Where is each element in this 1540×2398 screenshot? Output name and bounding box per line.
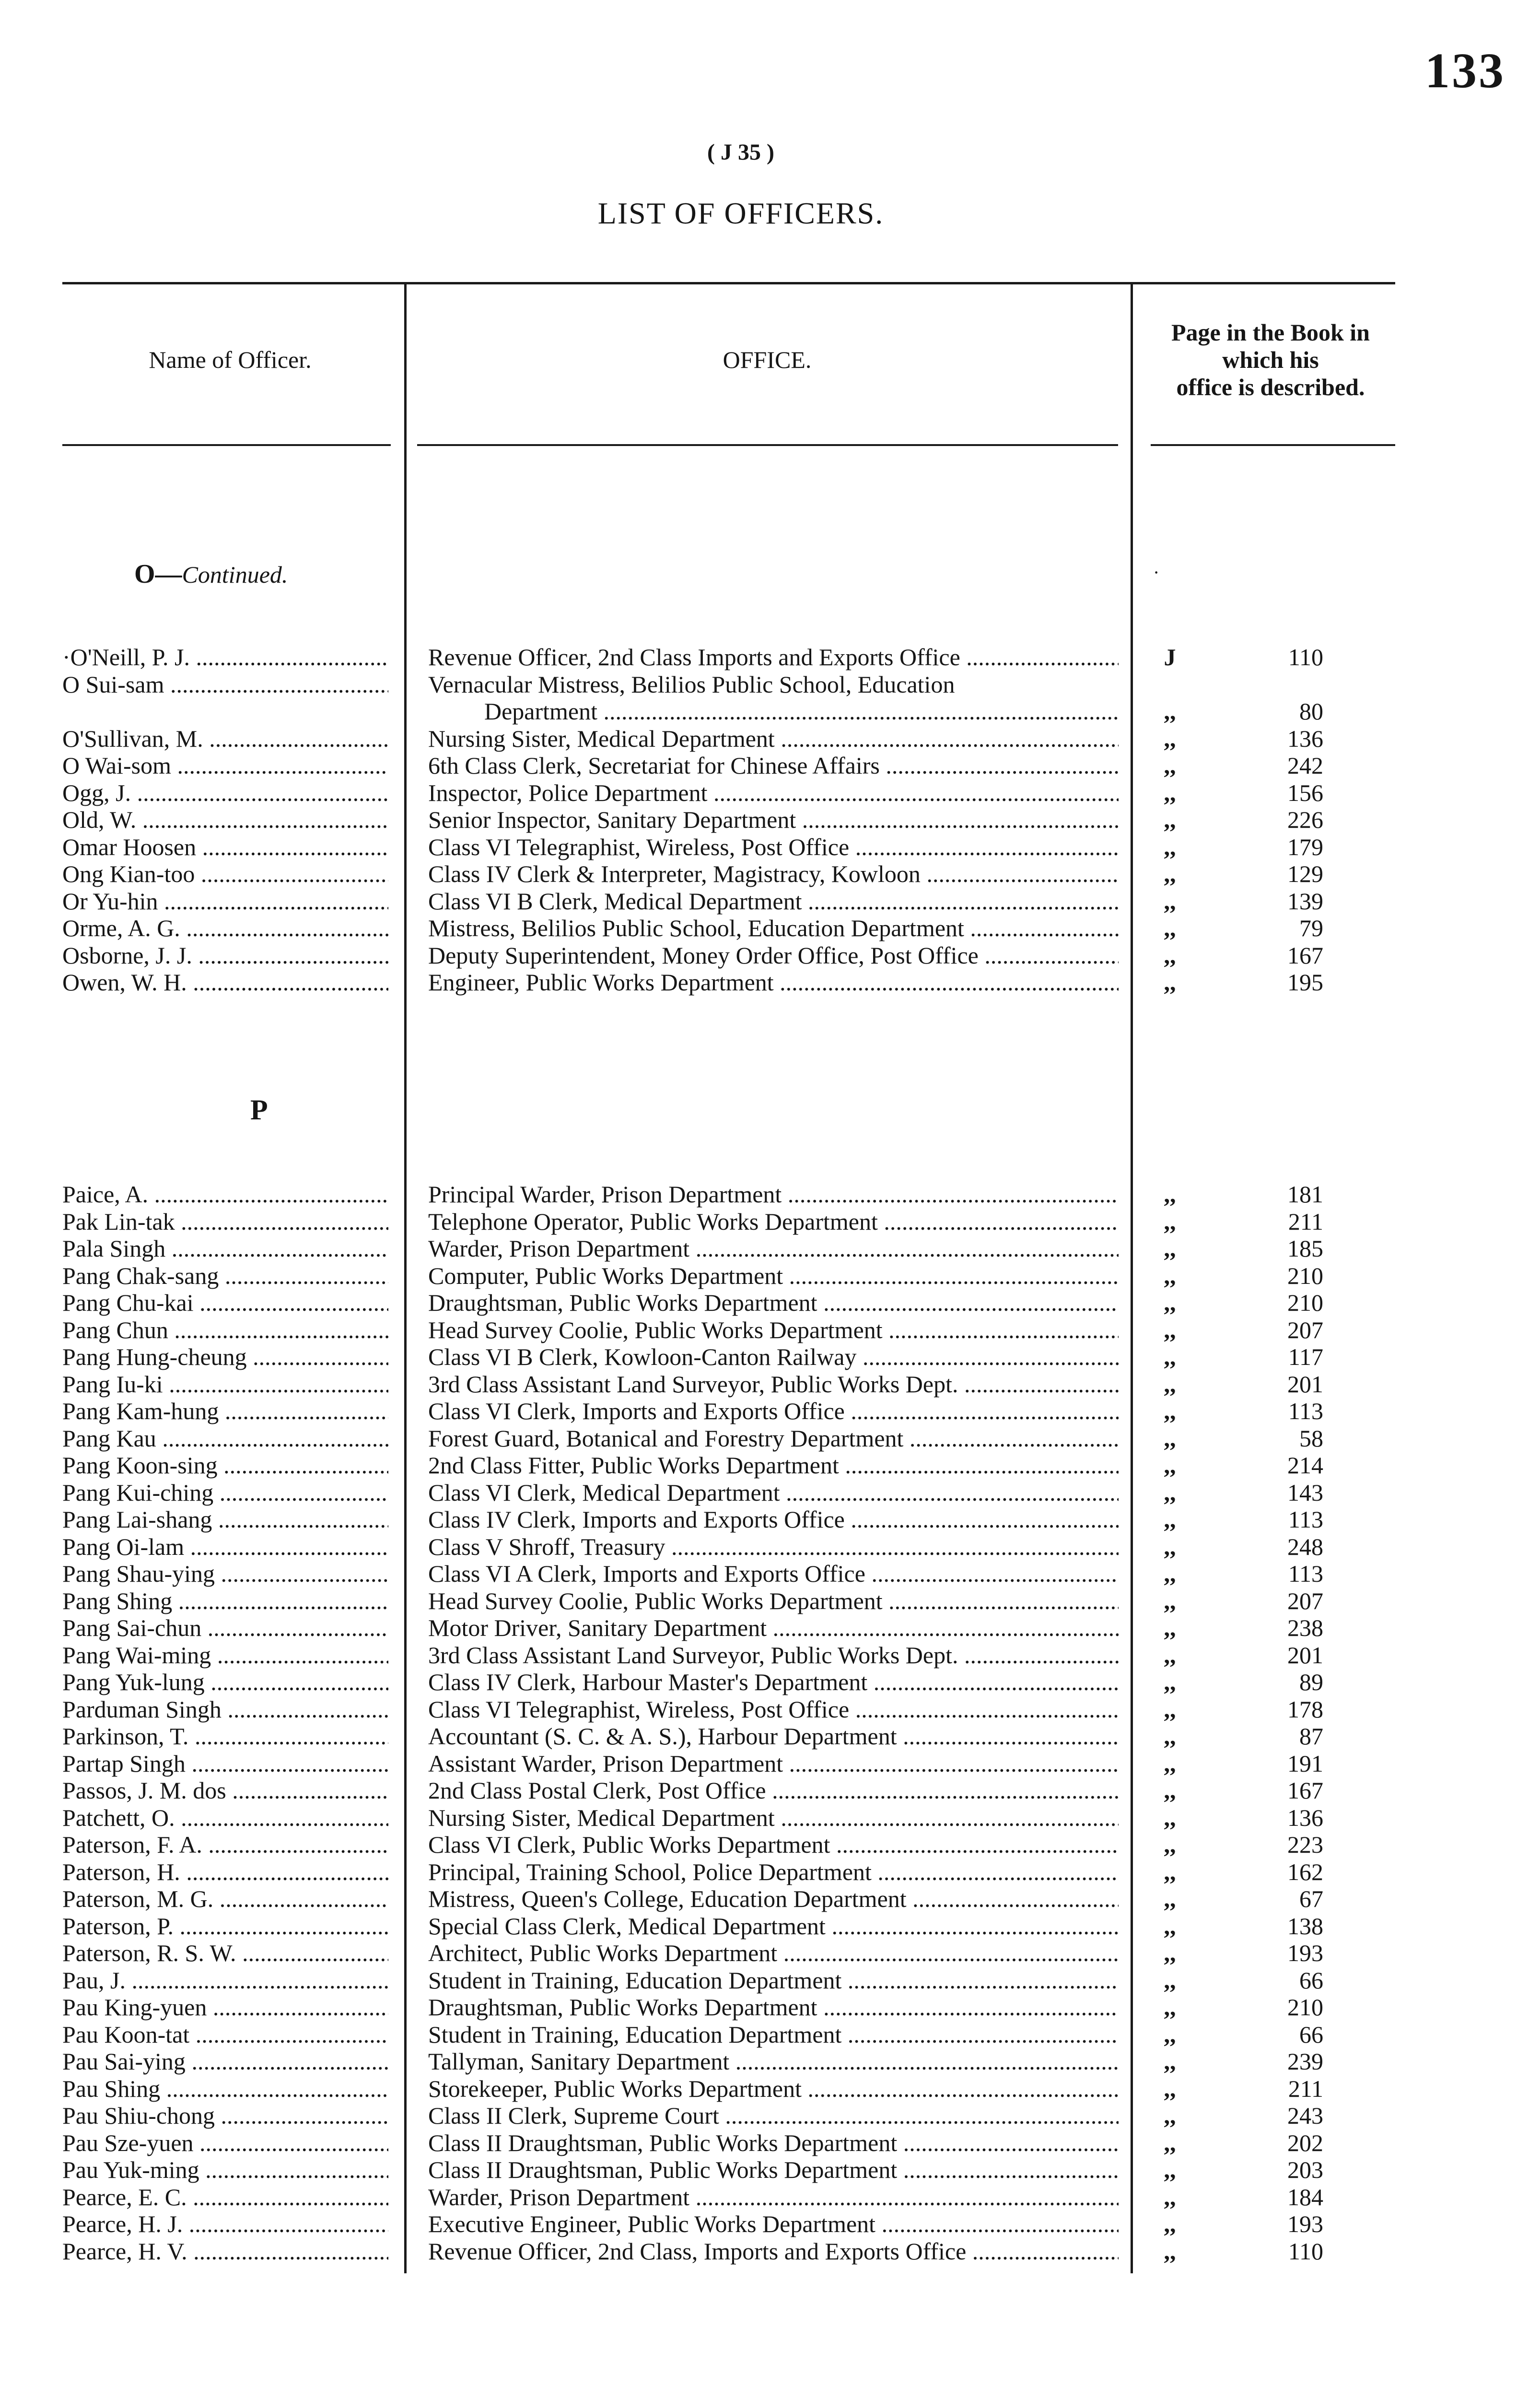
book-letter: ,,	[1164, 915, 1176, 941]
officer-name: Pak Lin-tak .....	[62, 1208, 388, 1235]
book-page: 162	[1287, 1858, 1323, 1885]
officer-office: Telephone Operator, Public Works Department .....	[428, 1208, 1119, 1235]
officer-office: Nursing Sister, Medical Department .....	[428, 1804, 1119, 1831]
table-row	[0, 1181, 1540, 1208]
officer-name: Pau Yuk-ming .....	[62, 2156, 388, 2183]
page-title: LIST OF OFFICERS.	[597, 196, 884, 230]
book-page: 67	[1299, 1885, 1323, 1912]
book-page: 207	[1287, 1316, 1323, 1343]
book-page: 80	[1299, 698, 1323, 725]
table-row	[0, 942, 1540, 969]
table-row	[0, 915, 1540, 941]
officer-name: Parkinson, T. .....	[62, 1723, 388, 1750]
officer-office: Draughtsman, Public Works Department .....	[428, 1289, 1119, 1316]
officer-office: Class VI A Clerk, Imports and Exports Office .....	[428, 1560, 1119, 1587]
table-row	[0, 1940, 1540, 1966]
book-letter: ,,	[1164, 752, 1176, 779]
book-page: 202	[1287, 2129, 1323, 2156]
table-row	[0, 1262, 1540, 1289]
officer-office: Storekeeper, Public Works Department .....	[428, 2075, 1119, 2102]
book-letter: ,,	[1164, 1479, 1176, 1506]
book-page: 79	[1299, 915, 1323, 941]
officer-office: Vernacular Mistress, Belilios Public School, Education	[428, 670, 955, 698]
header-rule-office	[417, 444, 1118, 446]
officer-name: Ong Kian-too .....	[62, 860, 388, 887]
section-suffix: Continued.	[182, 561, 288, 588]
officer-office: 3rd Class Assistant Land Surveyor, Public Works Dept. .....	[428, 1371, 1119, 1398]
officer-office: 2nd Class Postal Clerk, Post Office .....	[428, 1777, 1119, 1804]
book-letter: ,,	[1164, 2183, 1176, 2210]
book-letter: ,,	[1164, 1262, 1176, 1289]
column-header-office: OFFICE.	[723, 346, 812, 373]
officer-office: Mistress, Belilios Public School, Education Department .....	[428, 915, 1119, 941]
table-row	[0, 860, 1540, 887]
table-row	[0, 2156, 1540, 2183]
officer-office: Revenue Officer, 2nd Class, Imports and Exports Office .....	[428, 2238, 1119, 2265]
book-letter: ,,	[1164, 2129, 1176, 2156]
book-letter: ,,	[1164, 1370, 1176, 1398]
book-letter: ,,	[1164, 1208, 1176, 1235]
section-heading-o	[134, 559, 288, 589]
officer-name: ·O'Neill, P. J. .....	[62, 644, 388, 670]
book-letter: ,,	[1164, 2102, 1176, 2129]
table-row	[0, 1289, 1540, 1316]
officer-office: Engineer, Public Works Department .....	[428, 969, 1119, 996]
table-row	[0, 779, 1540, 806]
marginal-dot: ·	[1153, 562, 1160, 583]
book-page: 138	[1287, 1912, 1323, 1940]
officer-name: Paterson, R. S. W. .....	[62, 1940, 388, 1966]
officer-name: Parduman Singh .....	[62, 1696, 388, 1723]
officer-name: O'Sullivan, M. .....	[62, 725, 388, 752]
table-row	[0, 1235, 1540, 1262]
officer-name: Pang Oi-lam .....	[62, 1533, 388, 1560]
officer-name: Osborne, J. J. .....	[62, 942, 388, 969]
book-letter: ,,	[1164, 2237, 1176, 2265]
book-letter: ,,	[1164, 1181, 1176, 1208]
section-letter: O—	[134, 559, 182, 589]
table-row	[0, 1479, 1540, 1506]
book-page: 201	[1287, 1641, 1323, 1669]
officer-office: Class II Clerk, Supreme Court .....	[428, 2102, 1119, 2129]
book-letter: ,,	[1164, 806, 1176, 833]
officer-office: Class VI Telegraphist, Wireless, Post Office .....	[428, 1696, 1119, 1723]
table-row	[0, 725, 1540, 752]
book-page: 248	[1287, 1533, 1323, 1560]
book-letter: ,,	[1164, 1994, 1176, 2021]
book-letter: ,,	[1164, 1316, 1176, 1343]
officer-office: Architect, Public Works Department .....	[428, 1940, 1119, 1966]
officer-office: Class V Shroff, Treasury .....	[428, 1533, 1119, 1560]
officer-office: Class VI Telegraphist, Wireless, Post Office .....	[428, 834, 1119, 860]
officer-office: Warder, Prison Department .....	[428, 1235, 1119, 1262]
book-page: 210	[1287, 1262, 1323, 1289]
book-letter: ,,	[1164, 2021, 1176, 2048]
book-letter: ,,	[1164, 1804, 1176, 1831]
page-number: 133	[1425, 43, 1505, 98]
officer-office: 3rd Class Assistant Land Surveyor, Public Works Dept. .....	[428, 1642, 1119, 1669]
book-letter: ,,	[1164, 1940, 1176, 1966]
officer-name: Paice, A. .....	[62, 1181, 388, 1208]
officer-office: Head Survey Coolie, Public Works Department .....	[428, 1587, 1119, 1614]
book-page: 193	[1287, 1940, 1323, 1966]
book-letter: ,,	[1164, 2156, 1176, 2183]
officer-name: Pang Koon-sing .....	[62, 1452, 388, 1479]
book-page: 136	[1287, 1804, 1323, 1831]
officer-office: Draughtsman, Public Works Department .....	[428, 1994, 1119, 2021]
officer-office: Class IV Clerk, Harbour Master's Department .....	[428, 1669, 1119, 1695]
officer-name: Pang Kam-hung .....	[62, 1398, 388, 1424]
table-row	[0, 1750, 1540, 1777]
officer-office: Principal, Training School, Police Department .....	[428, 1858, 1119, 1885]
officer-office: Department .....	[484, 698, 1119, 725]
officer-name: Pearce, H. J. .....	[62, 2210, 388, 2237]
officer-office: Class IV Clerk & Interpreter, Magistracy, Kowloon .....	[428, 860, 1119, 887]
officer-office: Inspector, Police Department .....	[428, 779, 1119, 806]
table-top-rule	[62, 282, 1395, 284]
table-row	[0, 1614, 1540, 1641]
book-letter: ,,	[1164, 833, 1176, 860]
officer-office: Revenue Officer, 2nd Class Imports and Exports Office .....	[428, 644, 1119, 670]
book-letter: ,,	[1164, 1641, 1176, 1669]
book-page: 181	[1287, 1181, 1323, 1208]
book-page: 143	[1287, 1479, 1323, 1506]
table-row	[0, 1967, 1540, 1994]
officer-office: Principal Warder, Prison Department .....	[428, 1181, 1119, 1208]
book-letter: ,,	[1164, 1235, 1176, 1262]
book-letter: ,,	[1164, 1289, 1176, 1316]
column-header-name: Name of Officer.	[149, 346, 312, 373]
officer-office: Nursing Sister, Medical Department .....	[428, 725, 1119, 752]
officer-name: Pang Iu-ki .....	[62, 1371, 388, 1398]
officer-name: Pau Sze-yuen .....	[62, 2129, 388, 2156]
table-row	[0, 1831, 1540, 1858]
officer-name: Or Yu-hin .....	[62, 888, 388, 915]
officer-name: Pang Chu-kai .....	[62, 1289, 388, 1316]
officer-office: Class VI Clerk, Imports and Exports Office .....	[428, 1398, 1119, 1424]
officer-office: Tallyman, Sanitary Department .....	[428, 2048, 1119, 2075]
officer-office: Class VI B Clerk, Kowloon-Canton Railway .....	[428, 1343, 1119, 1370]
book-page: 223	[1287, 1831, 1323, 1858]
book-letter: ,,	[1164, 887, 1176, 915]
table-row	[0, 1208, 1540, 1235]
officer-office: Class IV Clerk, Imports and Exports Office .....	[428, 1506, 1119, 1533]
book-page: 210	[1287, 1289, 1323, 1316]
book-letter: ,,	[1164, 1398, 1176, 1424]
book-letter: ,,	[1164, 1723, 1176, 1750]
officer-name: Owen, W. H. .....	[62, 969, 388, 996]
table-row	[0, 2102, 1540, 2129]
officer-name: Pearce, H. V. .....	[62, 2238, 388, 2265]
table-row	[0, 1425, 1540, 1452]
table-row	[0, 2021, 1540, 2048]
book-page: 185	[1287, 1235, 1323, 1262]
book-page: 129	[1287, 860, 1323, 887]
book-letter: J	[1164, 644, 1176, 670]
officer-office: Computer, Public Works Department .....	[428, 1262, 1119, 1289]
officer-office: Student in Training, Education Department .....	[428, 1967, 1119, 1994]
officer-office: Motor Driver, Sanitary Department .....	[428, 1614, 1119, 1641]
officer-name: Paterson, H. .....	[62, 1858, 388, 1885]
table-row	[0, 1371, 1540, 1398]
officer-name: Ogg, J. .....	[62, 779, 388, 806]
book-letter: ,,	[1164, 2210, 1176, 2237]
book-page: 167	[1287, 1777, 1323, 1804]
book-letter: ,,	[1164, 725, 1176, 752]
book-page: 211	[1288, 1208, 1323, 1235]
table-row	[0, 1343, 1540, 1370]
book-page: 214	[1287, 1452, 1323, 1479]
book-page: 211	[1288, 2075, 1323, 2102]
column-header-page-line2: which his	[1222, 346, 1319, 373]
book-page: 89	[1299, 1669, 1323, 1695]
section-heading-p: P	[250, 1094, 268, 1126]
officer-office: Class II Draughtsman, Public Works Department .....	[428, 2156, 1119, 2183]
table-row	[0, 752, 1540, 779]
officer-office: Accountant (S. C. & A. S.), Harbour Department .....	[428, 1723, 1119, 1750]
officer-office: Class VI Clerk, Public Works Department .....	[428, 1831, 1119, 1858]
book-letter: ,,	[1164, 779, 1176, 806]
book-page: 66	[1299, 2021, 1323, 2048]
officer-name: Pang Yuk-lung .....	[62, 1669, 388, 1695]
officer-office: Senior Inspector, Sanitary Department .....	[428, 806, 1119, 833]
table-row	[0, 1723, 1540, 1750]
book-page: 193	[1287, 2210, 1323, 2237]
officer-name: Pang Kui-ching .....	[62, 1479, 388, 1506]
book-page: 110	[1288, 644, 1323, 670]
table-row	[0, 1506, 1540, 1533]
officer-name: Partap Singh .....	[62, 1750, 388, 1777]
table-row	[0, 698, 1540, 725]
table-row	[0, 1317, 1540, 1343]
officer-name: Pau Sai-ying .....	[62, 2048, 388, 2075]
table-row	[0, 1913, 1540, 1940]
table-row	[0, 2184, 1540, 2210]
officer-name: Pau Shiu-chong .....	[62, 2102, 388, 2129]
officer-name: Patchett, O. .....	[62, 1804, 388, 1831]
book-page: 113	[1288, 1398, 1323, 1424]
officer-name: Paterson, P. .....	[62, 1913, 388, 1940]
book-letter: ,,	[1164, 1533, 1176, 1560]
table-row	[0, 644, 1540, 670]
officer-office: Forest Guard, Botanical and Forestry Department .....	[428, 1425, 1119, 1452]
officer-name: Pang Wai-ming .....	[62, 1642, 388, 1669]
table-row	[0, 1533, 1540, 1560]
book-page: 191	[1287, 1750, 1323, 1777]
officer-name: Pala Singh .....	[62, 1235, 388, 1262]
book-page: 179	[1287, 833, 1323, 860]
book-page: 113	[1288, 1560, 1323, 1587]
officer-office: Student in Training, Education Department .....	[428, 2021, 1119, 2048]
officer-name: Pang Sai-chun .....	[62, 1614, 388, 1641]
officer-name: Pau Shing .....	[62, 2075, 388, 2102]
officer-office: Executive Engineer, Public Works Department .....	[428, 2210, 1119, 2237]
table-row	[0, 2075, 1540, 2102]
officer-name: Pang Shing .....	[62, 1587, 388, 1614]
book-page: 178	[1287, 1695, 1323, 1723]
officer-name: Pau King-yuen .....	[62, 1994, 388, 2021]
officer-name: Passos, J. M. dos .....	[62, 1777, 388, 1804]
book-page: 58	[1299, 1424, 1323, 1452]
table-row	[0, 671, 1540, 698]
book-page: 136	[1287, 725, 1323, 752]
book-letter: ,,	[1164, 1587, 1176, 1614]
officer-office: Assistant Warder, Prison Department .....	[428, 1750, 1119, 1777]
table-row	[0, 1696, 1540, 1723]
book-page: 243	[1287, 2102, 1323, 2129]
table-row	[0, 969, 1540, 996]
officer-name: Pau, J. .....	[62, 1967, 388, 1994]
officer-office: Deputy Superintendent, Money Order Office, Post Office .....	[428, 942, 1119, 969]
table-row	[0, 1804, 1540, 1831]
officer-office: Special Class Clerk, Medical Department .....	[428, 1913, 1119, 1940]
book-page: 210	[1287, 1994, 1323, 2021]
table-row	[0, 1398, 1540, 1424]
book-letter: ,,	[1164, 860, 1176, 887]
book-letter: ,,	[1164, 969, 1176, 996]
book-page: 242	[1287, 752, 1323, 779]
book-page: 203	[1287, 2156, 1323, 2183]
book-letter: ,,	[1164, 1424, 1176, 1452]
officer-name: Pang Shau-ying .....	[62, 1560, 388, 1587]
book-page: 195	[1287, 969, 1323, 996]
book-letter: ,,	[1164, 1750, 1176, 1777]
book-page: 201	[1287, 1370, 1323, 1398]
page-code: ( J 35 )	[707, 140, 774, 165]
officer-name: Pang Chak-sang .....	[62, 1262, 388, 1289]
column-header-page-line1: Page in the Book in	[1171, 319, 1370, 346]
book-letter: ,,	[1164, 1912, 1176, 1940]
officer-name: Paterson, M. G. .....	[62, 1885, 388, 1912]
officer-office: Class II Draughtsman, Public Works Department .....	[428, 2129, 1119, 2156]
book-letter: ,,	[1164, 1343, 1176, 1370]
book-letter: ,,	[1164, 1452, 1176, 1479]
officer-office: Head Survey Coolie, Public Works Department .....	[428, 1317, 1119, 1343]
table-row	[0, 1587, 1540, 1614]
book-page: 66	[1299, 1966, 1323, 1994]
book-page: 139	[1287, 887, 1323, 915]
officer-name: O Sui-sam .....	[62, 671, 388, 698]
header-rule-page	[1151, 444, 1395, 446]
table-row	[0, 834, 1540, 860]
officer-name: Pearce, E. C. .....	[62, 2184, 388, 2210]
book-page: 117	[1288, 1343, 1323, 1370]
book-letter: ,,	[1164, 1506, 1176, 1533]
officer-name: Pang Kau .....	[62, 1425, 388, 1452]
book-page: 239	[1287, 2048, 1323, 2075]
book-page: 113	[1288, 1506, 1323, 1533]
table-row	[0, 1560, 1540, 1587]
table-row	[0, 2048, 1540, 2075]
book-letter: ,,	[1164, 1777, 1176, 1804]
officer-name: Pang Lai-shang .....	[62, 1506, 388, 1533]
table-row	[0, 1669, 1540, 1695]
officer-name: Old, W. .....	[62, 806, 388, 833]
book-letter: ,,	[1164, 698, 1176, 725]
table-row	[0, 2238, 1540, 2265]
column-header-page-line3: office is described.	[1176, 374, 1365, 400]
officer-name: O Wai-som .....	[62, 752, 388, 779]
book-letter: ,,	[1164, 1966, 1176, 1994]
book-letter: ,,	[1164, 1885, 1176, 1912]
officer-name: Orme, A. G. .....	[62, 915, 388, 941]
officer-office: Warder, Prison Department .....	[428, 2184, 1119, 2210]
book-letter: ,,	[1164, 1695, 1176, 1723]
book-page: 167	[1287, 941, 1323, 969]
officer-office: Mistress, Queen's College, Education Department .....	[428, 1885, 1119, 1912]
book-page: 238	[1287, 1614, 1323, 1641]
book-letter: ,,	[1164, 1560, 1176, 1587]
book-page: 184	[1287, 2183, 1323, 2210]
table-row	[0, 1452, 1540, 1479]
table-row	[0, 1642, 1540, 1669]
table-row	[0, 888, 1540, 915]
book-page: 87	[1299, 1723, 1323, 1750]
officer-name: Paterson, F. A. .....	[62, 1831, 388, 1858]
officer-name: Pang Chun .....	[62, 1317, 388, 1343]
officer-name: Omar Hoosen .....	[62, 834, 388, 860]
book-letter: ,,	[1164, 2075, 1176, 2102]
book-letter: ,,	[1164, 1614, 1176, 1641]
book-letter: ,,	[1164, 2048, 1176, 2075]
book-letter: ,,	[1164, 941, 1176, 969]
book-letter: ,,	[1164, 1831, 1176, 1858]
table-row	[0, 1994, 1540, 2021]
officer-name: Pau Koon-tat .....	[62, 2021, 388, 2048]
officer-office: Class VI B Clerk, Medical Department .....	[428, 888, 1119, 915]
officer-office: 2nd Class Fitter, Public Works Department .....	[428, 1452, 1119, 1479]
officer-name: Pang Hung-cheung .....	[62, 1343, 388, 1370]
table-row	[0, 1885, 1540, 1912]
officer-office: Class VI Clerk, Medical Department .....	[428, 1479, 1119, 1506]
table-row	[0, 1858, 1540, 1885]
book-page: 110	[1288, 2237, 1323, 2265]
book-page: 156	[1287, 779, 1323, 806]
officer-office: 6th Class Clerk, Secretariat for Chinese Affairs .....	[428, 752, 1119, 779]
table-row	[0, 1777, 1540, 1804]
table-row	[0, 806, 1540, 833]
book-letter: ,,	[1164, 1858, 1176, 1885]
table-row	[0, 2210, 1540, 2237]
book-page: 226	[1287, 806, 1323, 833]
book-page: 207	[1287, 1587, 1323, 1614]
book-letter: ,,	[1164, 1669, 1176, 1695]
header-rule-name	[62, 444, 391, 446]
table-row	[0, 2129, 1540, 2156]
